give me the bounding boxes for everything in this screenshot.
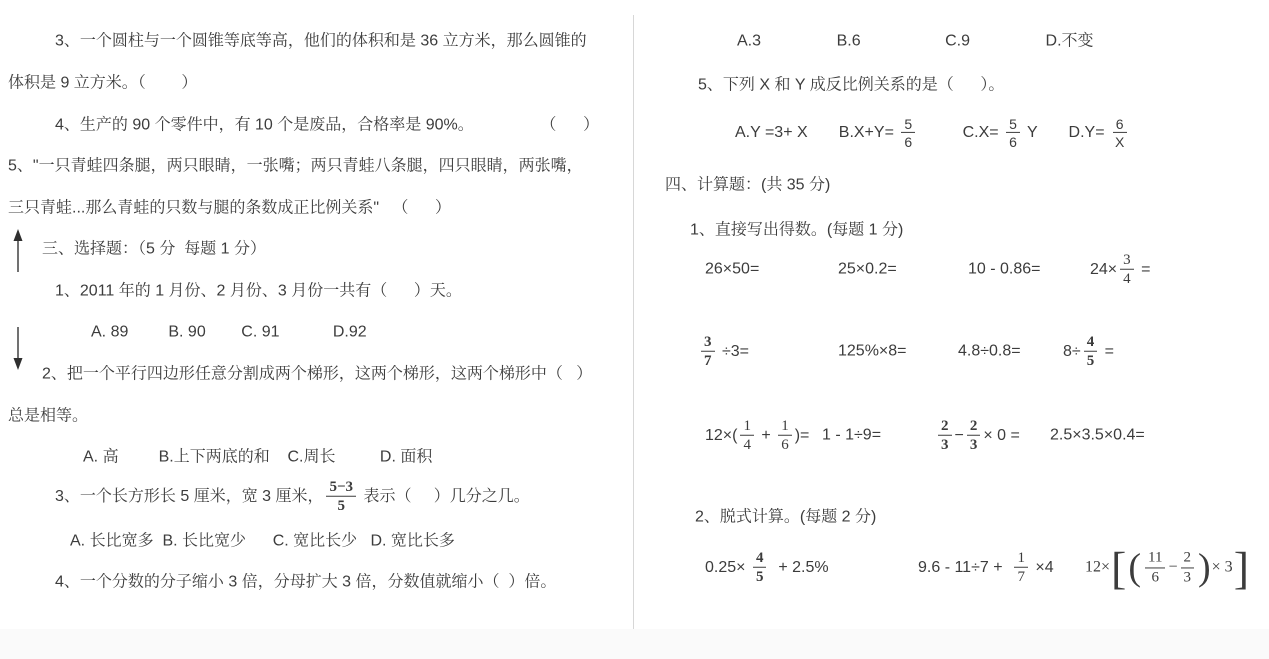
question-line: [698, 76, 1004, 97]
fraction-numerator: 2: [938, 418, 952, 436]
options-line: [737, 32, 1094, 53]
fraction: [1120, 252, 1134, 289]
text-run: 0.25×: [705, 558, 750, 576]
fraction-denominator: 3: [969, 437, 978, 453]
text-run: 3、一个长方形长 5 厘米，宽 3 厘米，: [55, 487, 324, 505]
expression: [968, 260, 1041, 281]
expression: [698, 334, 749, 371]
text-run: ÷3=: [717, 342, 749, 360]
text-run: 9.6 - 11÷7 +: [918, 558, 1012, 576]
text-run: 体积是 9 立方米。（ ）: [8, 74, 198, 92]
text-run: 4、生产的 90 个零件中，有 10 个是废品，合格率是 90%。 （ ）: [55, 116, 600, 134]
fraction: [1112, 116, 1127, 150]
fraction-denominator: 7: [704, 353, 712, 369]
text-run: 12×: [1085, 558, 1111, 576]
fraction-denominator: 6: [781, 437, 789, 453]
section-heading: [665, 176, 830, 197]
expression: [705, 550, 829, 587]
fraction: [967, 418, 981, 455]
text-run: 26×50=: [705, 260, 760, 278]
stretched-bracket: ]: [1233, 542, 1250, 594]
fraction-denominator: X: [1115, 134, 1125, 150]
fraction-numerator: 2: [1181, 550, 1195, 568]
subsection-heading: [690, 221, 903, 242]
text-run: −: [954, 426, 964, 444]
text-run: 四、计算题：(共 35 分): [665, 176, 831, 194]
expression: [935, 418, 1020, 455]
text-run: 25×0.2=: [838, 260, 897, 278]
fraction-numerator: 2: [967, 418, 981, 436]
text-run: 表示（ ）几分之几。: [359, 487, 530, 505]
text-run: 5、"一只青蛙四条腿，两只眼睛，一张嘴；两只青蛙八条腿，四只眼睛，两张嘴，: [8, 157, 583, 175]
fraction-numerator: 1: [778, 418, 792, 436]
text-run: 4.8÷0.8=: [958, 342, 1021, 360]
fraction: [1181, 550, 1195, 587]
text-run: =: [1100, 342, 1114, 360]
text-run: 2、把一个平行四边形任意分割成两个梯形，这两个梯形，这两个梯形中（ ）: [42, 365, 593, 383]
fraction-numerator: 5: [1006, 116, 1020, 133]
text-run: 24×: [1090, 260, 1118, 278]
fraction: [1145, 550, 1165, 587]
stretched-bracket: (: [1128, 546, 1142, 589]
expression: [705, 260, 759, 281]
text-run: A. 89 B. 90 C. 91 D.92: [91, 323, 367, 341]
fraction-denominator: 7: [1017, 569, 1025, 585]
subsection-heading: [695, 508, 876, 529]
text-run: 1、2011 年的 1 月份、2 月份、3 月份一共有（ ）天。: [55, 282, 462, 300]
fraction-numerator: 3: [1120, 252, 1134, 270]
text-run: Y D.Y=: [1022, 123, 1109, 141]
text-run: 3、一个圆柱与一个圆锥等底等高，他们的体积和是 36 立方米，那么圆锥的: [55, 32, 587, 50]
fraction-denominator: 5: [337, 498, 346, 514]
text-run: 125%×8=: [838, 342, 907, 360]
text-run: 8÷: [1063, 342, 1081, 360]
fraction-numerator: 4: [1084, 334, 1098, 352]
fraction-denominator: 6: [1009, 134, 1017, 150]
text-run: 总是相等。: [8, 407, 89, 425]
text-run: 12×(: [705, 426, 738, 444]
text-run: A. 长比宽多 B. 长比宽少 C. 宽比长少 D. 宽比长多: [70, 532, 455, 550]
fraction: [740, 418, 754, 455]
expression: [838, 260, 897, 281]
text-run: × 3: [1211, 558, 1233, 576]
fraction-numerator: 5: [901, 116, 915, 133]
fraction-denominator: 4: [743, 437, 751, 453]
fraction: [778, 418, 792, 455]
text-run: × 0 =: [983, 426, 1020, 444]
column-divider: [633, 15, 634, 635]
text-run: 三只青蛙...那么青蛙的只数与腿的条数成正比例关系" （ ）: [8, 199, 452, 217]
fraction: [753, 550, 767, 587]
fraction: [1006, 116, 1020, 150]
fraction: [1014, 550, 1028, 587]
fraction-numerator: 3: [701, 334, 715, 352]
expression: [1050, 426, 1145, 447]
fraction-numerator: 1: [1014, 550, 1028, 568]
expression: [1063, 334, 1114, 371]
fraction-denominator: 5: [1086, 353, 1095, 369]
expression: [822, 426, 881, 447]
down-arrow-icon: [11, 327, 25, 375]
text-run: 2.5×3.5×0.4=: [1050, 426, 1145, 444]
expression: [1085, 542, 1250, 594]
stretched-bracket: ): [1198, 546, 1211, 589]
expression: [918, 550, 1054, 587]
text-run: + 2.5%: [769, 558, 829, 576]
text-run: A. 高 B.上下两底的和 C.周长 D. 面积: [83, 448, 433, 466]
fraction: [701, 334, 715, 371]
fraction: [1084, 334, 1098, 371]
fraction-denominator: 6: [904, 134, 913, 150]
text-run: 2、脱式计算。(每题 2 分): [695, 508, 877, 526]
text-run: =: [1136, 260, 1151, 278]
text-run: A.Y =3+ X B.X+Y=: [735, 123, 899, 141]
text-run: 1 - 1÷9=: [822, 426, 882, 444]
fraction-denominator: 3: [941, 437, 949, 453]
fraction: [938, 418, 952, 455]
text-run: 三、选择题：（5 分 每题 1 分）: [42, 240, 267, 258]
fraction-numerator: 6: [1113, 116, 1127, 133]
bottom-margin-strip: [0, 629, 1269, 659]
fraction-numerator: 4: [753, 550, 767, 568]
text-run: 1、直接写出得数。(每题 1 分): [690, 221, 904, 239]
fraction-numerator: 5−3: [326, 479, 356, 497]
text-run: 4、一个分数的分子缩小 3 倍，分母扩大 3 倍，分数值就缩小（ ）倍。: [55, 573, 557, 591]
fraction-denominator: 5: [755, 569, 764, 585]
text-run: )=: [794, 426, 810, 444]
text-run: −: [1168, 558, 1178, 576]
expression: [705, 418, 809, 455]
stretched-bracket: [: [1111, 542, 1127, 594]
fraction: [901, 116, 915, 150]
fraction-denominator: 6: [1151, 569, 1159, 585]
up-arrow-icon: [11, 229, 25, 277]
text-run: A.3 B.6 C.9 D.不变: [737, 32, 1094, 50]
fraction-denominator: 3: [1183, 569, 1191, 585]
text-run: C.X=: [918, 123, 1004, 141]
expression: [1090, 252, 1150, 289]
text-run: +: [756, 426, 776, 444]
options-line: [735, 116, 1130, 150]
text-run: ×4: [1030, 558, 1054, 576]
fraction-denominator: 4: [1123, 271, 1131, 287]
text-run: 10 - 0.86=: [968, 260, 1041, 278]
expression: [958, 342, 1021, 363]
text-run: 5、下列 X 和 Y 成反比例关系的是（ ）。: [698, 76, 1005, 94]
expression: [838, 342, 907, 363]
fraction-numerator: 1: [740, 418, 754, 436]
fraction-numerator: 11: [1145, 550, 1165, 568]
